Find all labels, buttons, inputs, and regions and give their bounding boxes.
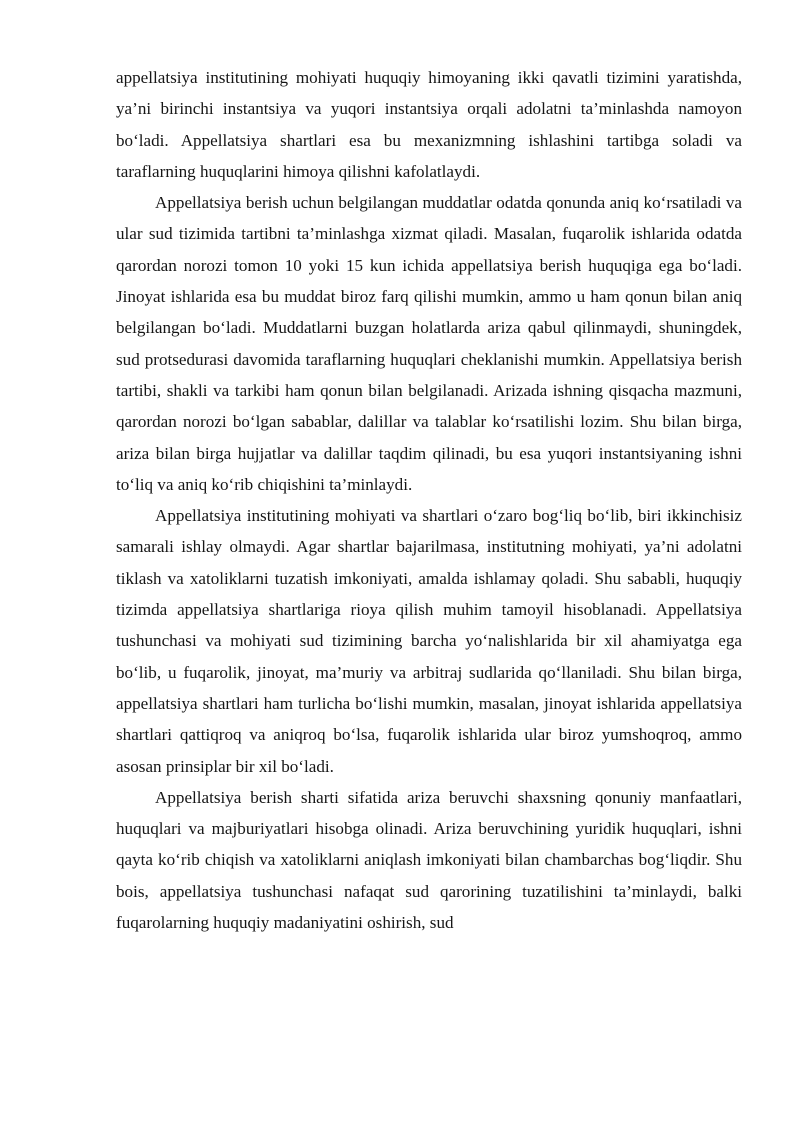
- document-page: [116, 62, 742, 938]
- paragraph-2: Appellatsiya berish uchun belgilangan muddatlar odatda qonunda aniq ko‘rsatiladi va ular sud tizimida tartibni ta’minlashga xizmat qiladi. Masalan, fuqarolik ishlarida odatda qarordan norozi tomon 10 yoki 15 kun ichida appellatsiya berish huquqiga ega bo‘ladi. Jinoyat ishlarida esa bu muddat biroz farq qilishi mumkin, ammo u ham qonun bilan aniq belgilangan bo‘ladi. Muddatlarni buzgan holatlarda ariza qabul qilinmaydi, shuningdek, sud protsedurasi davomida taraflarning huquqlari cheklanishi mumkin. Appellatsiya berish tartibi, shakli va tarkibi ham qonun bilan belgilanadi. Arizada ishning qisqacha mazmuni, qarordan norozi bo‘lgan sabablar, dalillar va talablar ko‘rsatilishi lozim. Shu bilan birga, ariza bilan birga hujjatlar va dalillar taqdim qilinadi, bu esa yuqori instantsiyaning ishni to‘liq va aniq ko‘rib chiqishini ta’minlaydi.: [116, 193, 742, 494]
- paragraph-4: Appellatsiya berish sharti sifatida ariza beruvchi shaxsning qonuniy manfaatlari, huquqlari va majburiyatlari hisobga olinadi. Ariza beruvchining yuridik huquqlari, ishni qayta ko‘rib chiqish va xatoliklarni aniqlash imkoniyati bilan chambarchas bog‘liqdir. Shu bois, appellatsiya tushunchasi nafaqat sud qarorining tuzatilishini ta’minlaydi, balki fuqarolarning huquqiy madaniyatini oshirish, sud: [116, 787, 742, 933]
- paragraph-3: Appellatsiya institutining mohiyati va shartlari o‘zaro bog‘liq bo‘lib, biri ikkinchisiz samarali ishlay olmaydi. Agar shartlar bajarilmasa, institutning mohiyati, ya’ni adolatni tiklash va xatoliklarni tuzatish imkoniyati, amalda ishlamay qoladi. Shu sababli, huquqiy tizimda appellatsiya shartlariga rioya qilish muhim tamoyil hisoblanadi. Appellatsiya tushunchasi va mohiyati sud tizimining barcha yo‘nalishlarida bir xil ahamiyatga ega bo‘lib, u fuqarolik, jinoyat, ma’muriy va arbitraj sudlarida qo‘llaniladi. Shu bilan birga, appellatsiya shartlari ham turlicha bo‘lishi mumkin, masalan, jinoyat ishlarida appellatsiya shartlari qattiqroq va aniqroq bo‘lsa, fuqarolik ishlarida ular biroz yumshoqroq, ammo asosan prinsiplar bir xil bo‘ladi.: [116, 506, 742, 776]
- paragraph-1: appellatsiya institutining mohiyati huquqiy himoyaning ikki qavatli tizimini yaratishda, ya’ni birinchi instantsiya va yuqori instantsiya orqali adolatni ta’minlashda namoyon bo‘ladi. Appellatsiya shartlari esa bu mexanizmning ishlashini tartibga soladi va taraflarning huquqlarini himoya qilishni kafolatlaydi.: [116, 68, 742, 181]
